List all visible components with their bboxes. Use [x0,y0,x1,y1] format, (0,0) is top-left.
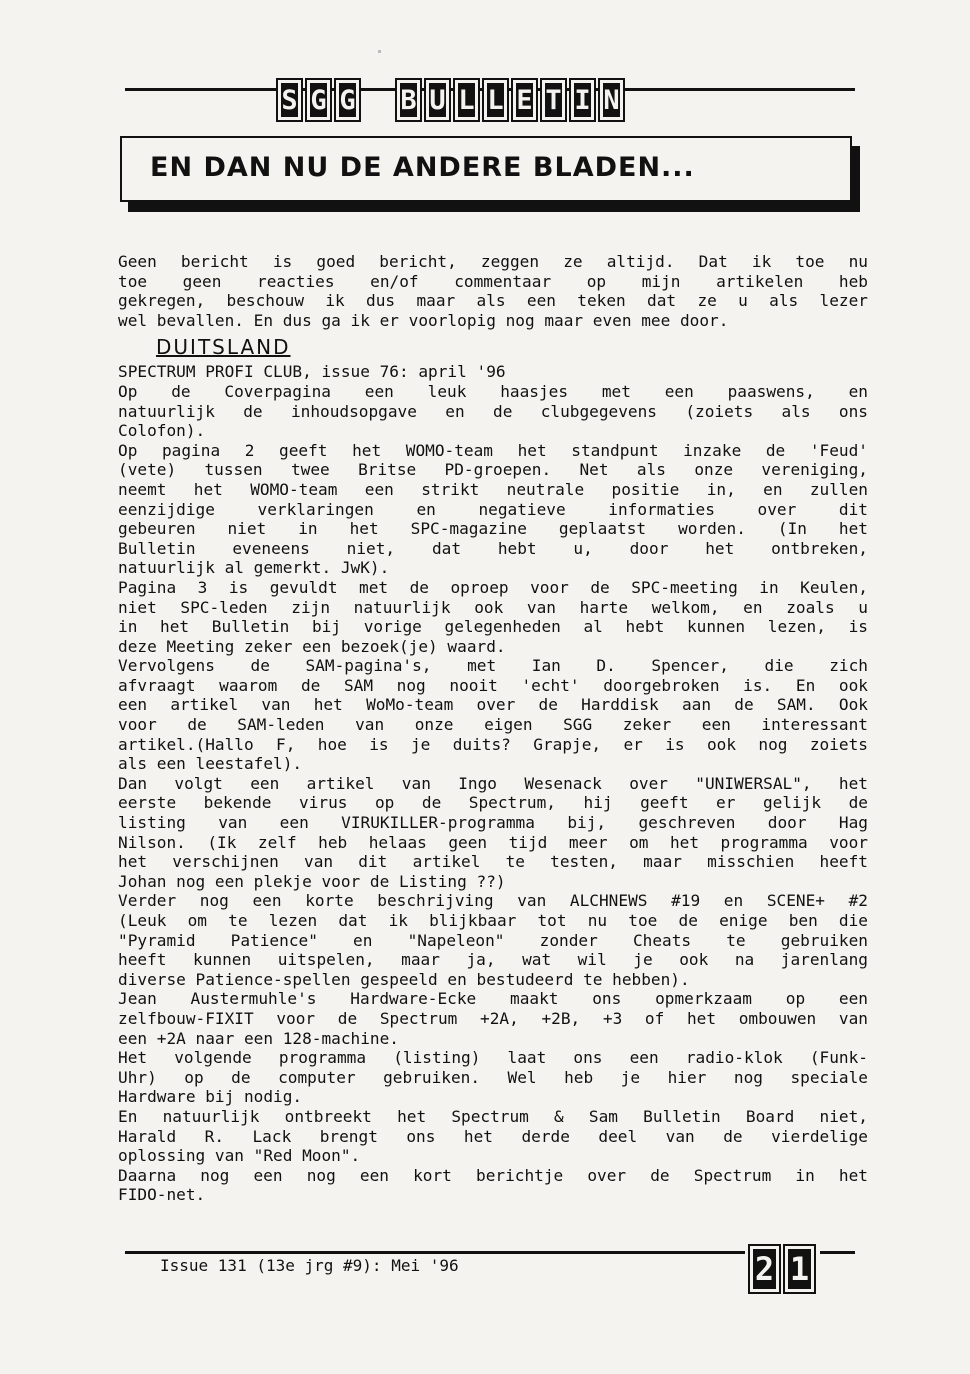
masthead-letter: G [334,78,361,122]
article-line: afvraagt waarom de SAM nog nooit 'echt' doorgebroken is. En ook [118,675,868,695]
masthead-letter: L [482,78,509,122]
masthead-logo [276,78,625,122]
masthead-letter: S [276,78,303,122]
article-line: oplossing van "Red Moon". [118,1146,361,1166]
article-line: FIDO-net. [118,1185,206,1205]
article-line: heeft kunnen uitspelen, maar ja, wat wil je ook na jarenlang [118,950,868,970]
article-line: Dan volgt een artikel van Ingo Wesenack over "UNIWERSAL", het [118,773,868,793]
article-line: Verder nog een korte beschrijving van ALCHNEWS #19 en SCENE+ #2 [118,891,868,911]
article-line: diverse Patience-spellen gespeeld en bestudeerd te hebben). [118,969,690,989]
masthead-letter: I [569,78,596,122]
article-line: Op pagina 2 geeft het WOMO-team het standpunt inzake de 'Feud' [118,440,868,460]
intro-line: wel bevallen. En dus ga ik er voorlopig nog maar even mee door. [118,310,729,330]
article-line: Harald R. Lack brengt ons het derde deel van de vierdelige [118,1126,868,1146]
article-line: voor de SAM-leden van onze eigen SGG zeker een interessant [118,715,868,735]
article-line: artikel.(Hallo F, hoe is je duits? Grapje, er is ook nog zoiets [118,734,868,754]
page-number [748,1244,816,1294]
article-line: (vete) tussen twee Britse PD-groepen. Net als onze vereniging, [118,460,868,480]
article-line: een artikel van het WoMo-team over de Harddisk aan de SAM. Ook [118,695,868,715]
article-line: "Pyramid Patience" en "Napeleon" zonder Cheats te gebruiken [118,930,868,950]
article-line: gebeuren niet in het SPC-magazine geplaatst worden. (In het [118,519,868,539]
article-line: deze Meeting zeker een bezoek(je) waard. [118,636,506,656]
article-line: in het Bulletin bij vorige gelegenheden al hebt kunnen lezen, is [118,617,868,637]
masthead-bulletin [395,78,625,122]
article-line: als een leestafel). [118,754,303,774]
article-line: Pagina 3 is gevuldt met de oproep voor de SPC-meeting in Keulen, [118,577,868,597]
article-line: eerste bekende virus op de Spectrum, hij geeft er gelijk de [118,793,868,813]
masthead-letter: E [511,78,538,122]
article-line: Nilson. (Ik zelf heb helaas geen tijd meer om het programma voor [118,832,868,852]
article-line: natuurlijk de inhoudsopgave en de clubgegevens (zoiets als ons [118,401,868,421]
article-line: Hardware bij nodig. [118,1087,303,1107]
article-title: EN DAN NU DE ANDERE BLADEN... [150,152,695,183]
article-line: Het volgende programma (listing) laat ons een radio-klok (Funk- [118,1048,868,1068]
article-line: een +2A naar een 128-machine. [118,1028,399,1048]
article-line: Vervolgens de SAM-pagina's, met Ian D. Spencer, die zich [118,656,868,676]
masthead-sgg [276,78,361,122]
article-line: Uhr) op de computer gebruiken. Wel heb je hier nog speciale [118,1067,868,1087]
article-line: En natuurlijk ontbreekt het Spectrum & Sam Bulletin Board niet, [118,1106,868,1126]
article-line: Bulletin eveneens niet, dat hebt u, door het ontbreken, [118,538,868,558]
article-line: niet SPC-leden zijn natuurlijk ook van harte welkom, en zoals u [118,597,868,617]
masthead-letter: L [453,78,480,122]
article-line: SPECTRUM PROFI CLUB, issue 76: april '96 [118,362,506,382]
masthead-letter: B [395,78,422,122]
article-line: neemt het WOMO-team een strikt neutrale positie in, en zullen [118,479,868,499]
footer-rule-right [820,1251,855,1254]
article-line: (Leuk om te lezen dat ik blijkbaar tot nu toe de enige ben die [118,911,868,930]
article-line: eenzijdige verklaringen en negatieve informaties over dit [118,499,868,519]
intro-line: Geen bericht is goed bericht, zeggen ze altijd. Dat ik toe nu [118,252,868,271]
masthead-letter: N [598,78,625,122]
article-line: Johan nog een plekje voor de Listing ??) [118,871,506,891]
masthead-letter: G [305,78,332,122]
article-line: Colofon). [118,421,206,441]
masthead-letter: T [540,78,567,122]
article-paragraphs [118,362,868,1205]
page-number-digit-letter: 1 [783,1244,816,1294]
footer-rule [125,1251,745,1254]
article-line: Jean Austermuhle's Hardware-Ecke maakt ons opmerkzaam op een [118,989,868,1009]
article-line: het verschijnen van dit artikel te testen, maar misschien heeft [118,852,868,872]
article-line: zelfbouw-FIXIT voor de Spectrum +2A, +2B, +3 of het ombouwen van [118,1008,868,1028]
page-number-digit-letter: 2 [748,1244,781,1294]
article-body [118,252,868,1205]
article-line: natuurlijk al gemerkt. JwK). [118,558,390,578]
speck [378,50,381,53]
title-box [120,136,852,202]
intro-line: gekregen, beschouw ik dus maar als een teken dat ze u als lezer [118,291,868,311]
issue-footer: Issue 131 (13e jrg #9): Mei '96 [160,1256,459,1275]
article-line: listing van een VIRUKILLER-programma bij, geschreven door Hag [118,813,868,833]
intro-line: toe geen reacties en/of commentaar op mijn artikelen heb [118,271,868,291]
section-heading: DUITSLAND [156,335,291,360]
masthead-letter: U [424,78,451,122]
article-line: Op de Coverpagina een leuk haasjes met een paaswens, en [118,381,868,401]
article-line: Daarna nog een nog een kort berichtje over de Spectrum in het [118,1165,868,1185]
